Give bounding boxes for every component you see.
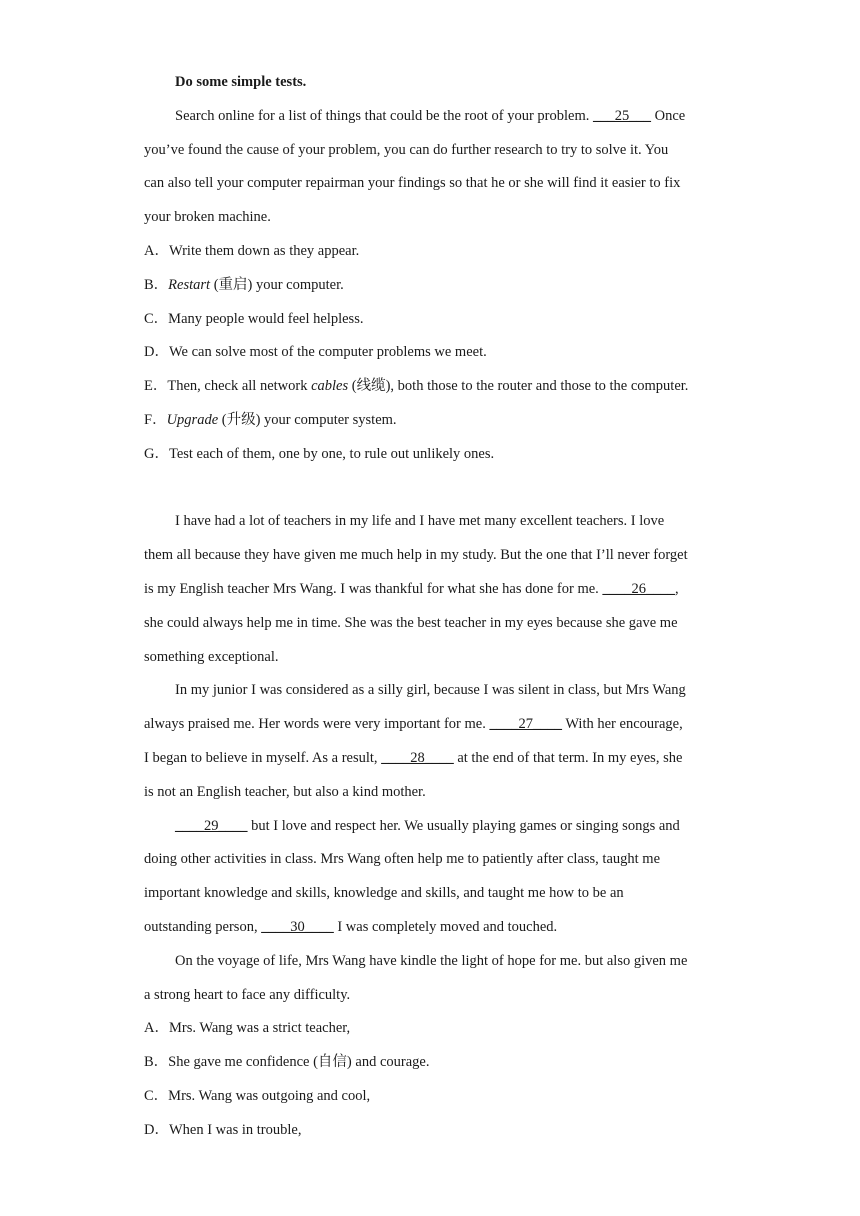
option-text: Many people would feel helpless. — [168, 310, 364, 327]
blank-26: ____26____ — [602, 580, 675, 597]
paragraph-line: a strong heart to face any difficulty. — [144, 986, 351, 1003]
option-text: (升级) your computer system. — [218, 411, 397, 428]
blank-29: ____29____ — [175, 817, 248, 834]
paragraph-line: them all because they have given me much help in my study. But the one that I’ll never forget — [144, 547, 688, 564]
option-g — [144, 438, 720, 472]
spacer — [144, 472, 720, 506]
paragraph-line: she could always help me in time. She was the best teacher in my eyes because she gave me — [144, 614, 678, 631]
option-letter: B． — [144, 1054, 169, 1071]
paragraph-line — [144, 708, 720, 742]
paragraph-line: you’ve found the cause of your problem, you can do further research to try to solve it. You — [144, 141, 669, 158]
option-letter: D． — [144, 1121, 169, 1138]
option-c — [144, 1080, 720, 1114]
option-d — [144, 1114, 720, 1148]
option-text: Write them down as they appear. — [168, 242, 360, 259]
option-letter: F． — [144, 411, 167, 428]
option-text: (线缆), both those to the router and those to the computer. — [348, 378, 689, 395]
blank-25: ___25___ — [593, 107, 651, 124]
text: but I love and respect her. We usually playing games or singing songs and — [247, 817, 680, 834]
option-italic: cables — [311, 378, 349, 395]
option-letter: C． — [144, 310, 169, 327]
text: I was completely moved and touched. — [333, 918, 558, 935]
text: Search online for a list of things that could be the root of your problem. — [175, 107, 590, 124]
option-text: Mrs. Wang was outgoing and cool, — [168, 1087, 371, 1104]
option-c — [144, 303, 720, 337]
paragraph-line: something exceptional. — [144, 648, 279, 665]
option-b — [144, 1046, 720, 1080]
text: is my English teacher Mrs Wang. I was thankful for what she has done for me. — [144, 580, 603, 597]
option-letter: E． — [144, 378, 168, 395]
option-text: Mrs. Wang was a strict teacher, — [168, 1020, 351, 1037]
blank-27: ____27____ — [489, 716, 562, 733]
blank-28: ____28____ — [381, 749, 454, 766]
option-b — [144, 269, 720, 303]
option-text: When I was in trouble, — [168, 1121, 302, 1138]
paragraph-line: doing other activities in class. Mrs Wang often help me to patiently after class, taught me — [144, 851, 661, 868]
option-text: She gave me confidence (自信) and courage. — [168, 1054, 430, 1071]
paragraph-line — [144, 573, 720, 607]
paragraph-line — [144, 100, 720, 134]
paragraph-line — [144, 911, 720, 945]
option-italic: Upgrade — [166, 411, 219, 428]
option-text: Test each of them, one by one, to rule out unlikely ones. — [168, 445, 495, 462]
document-page — [144, 66, 720, 1148]
text: With her encourage, — [561, 716, 683, 733]
option-letter: C． — [144, 1087, 169, 1104]
paragraph-line: important knowledge and skills, knowledge and skills, and taught me how to be an — [144, 885, 624, 902]
option-e — [144, 370, 720, 404]
option-a — [144, 235, 720, 269]
paragraph-line — [144, 742, 720, 776]
paragraph-line: can also tell your computer repairman your findings so that he or she will find it easier to fix — [144, 175, 681, 192]
paragraph-line: is not an English teacher, but also a kind mother. — [144, 783, 426, 800]
blank-30: ____30____ — [261, 918, 334, 935]
paragraph-line: In my junior I was considered as a silly girl, because I was silent in class, but Mrs Wang — [175, 682, 686, 699]
text: at the end of that term. In my eyes, she — [453, 749, 683, 766]
option-d — [144, 336, 720, 370]
section-heading: Do some simple tests. — [175, 74, 307, 90]
paragraph-line: On the voyage of life, Mrs Wang have kindle the light of hope for me. but also given me — [175, 952, 688, 969]
option-text: (重启) your computer. — [210, 276, 344, 293]
text: Once — [651, 107, 686, 124]
option-letter: D． — [144, 344, 169, 361]
option-a — [144, 1012, 720, 1046]
option-letter: A． — [144, 242, 169, 259]
text: I began to believe in myself. As a result, — [144, 749, 382, 766]
option-text: We can solve most of the computer problems we meet. — [168, 344, 487, 361]
option-pre: Then, check all network — [167, 378, 312, 395]
option-letter: B． — [144, 276, 169, 293]
text: , — [674, 580, 679, 597]
option-italic: Restart — [168, 276, 211, 293]
paragraph-line: I have had a lot of teachers in my life and I have met many excellent teachers. I love — [175, 513, 665, 530]
text: outstanding person, — [144, 918, 262, 935]
option-letter: G． — [144, 445, 169, 462]
paragraph-line — [144, 810, 720, 844]
option-f — [144, 404, 720, 438]
text: always praised me. Her words were very important for me. — [144, 716, 490, 733]
paragraph-line: your broken machine. — [144, 209, 271, 226]
option-letter: A． — [144, 1020, 169, 1037]
